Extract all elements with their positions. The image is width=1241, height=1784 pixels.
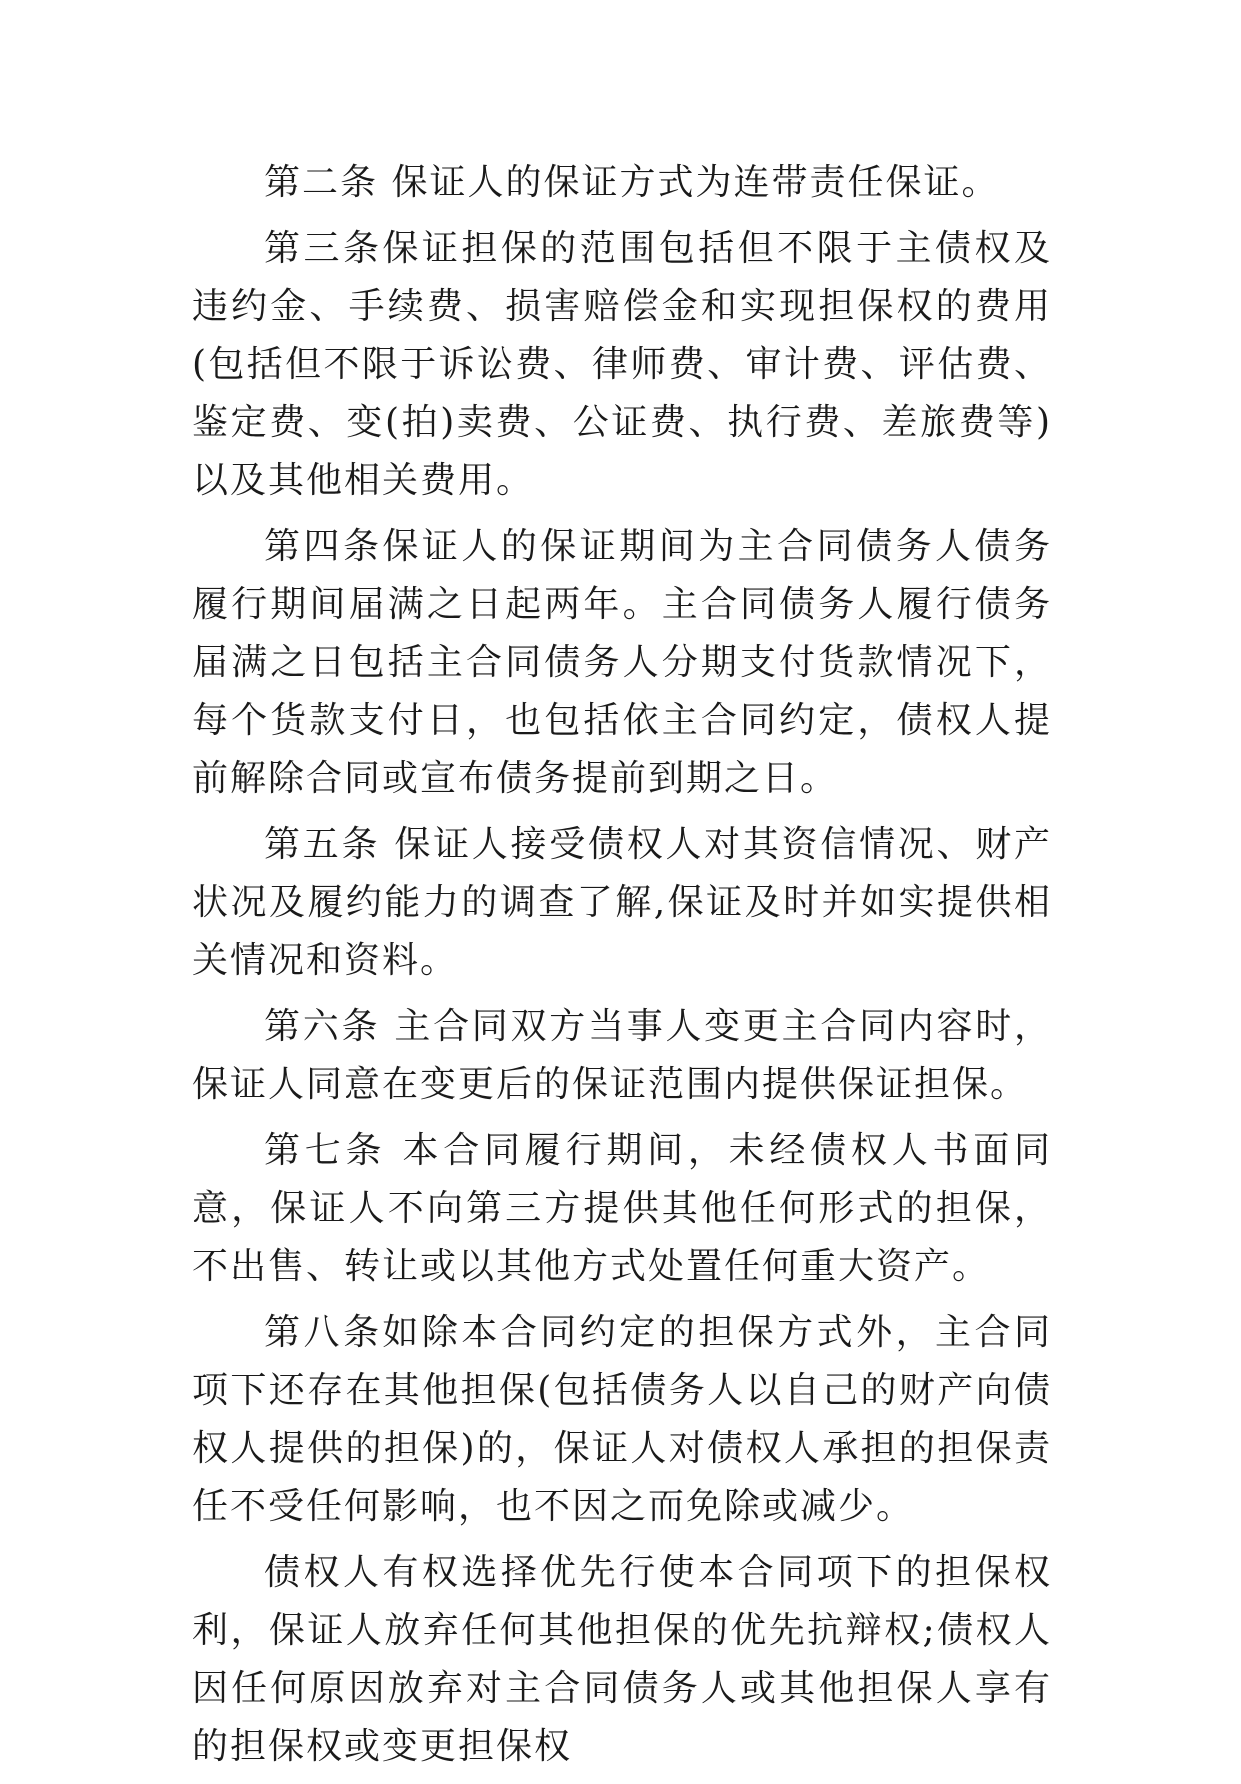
- paragraph-creditor-rights: 债权人有权选择优先行使本合同项下的担保权利，保证人放弃任何其他担保的优先抗辩权;债权人因任何原因放弃对主合同债务人或其他担保人享有的担保权或变更担保权: [192, 1552, 1052, 1767]
- paragraph-article-2: 第二条 保证人的保证方式为连带责任保证。: [264, 162, 1000, 203]
- paragraph-article-6: 第六条 主合同双方当事人变更主合同内容时，保证人同意在变更后的保证范围内提供保证担保。: [192, 1006, 1052, 1105]
- paragraph-article-5: 第五条 保证人接受债权人对其资信情况、财产状况及履约能力的调查了解,保证及时并如实提供相关情况和资料。: [192, 824, 1052, 981]
- paragraph-article-4: 第四条保证人的保证期间为主合同债务人债务履行期间届满之日起两年。主合同债务人履行债务届满之日包括主合同债务人分期支付货款情况下，每个货款支付日，也包括依主合同约定，债权人提前解除合同或宣布债务提前到期之日。: [192, 526, 1052, 799]
- paragraph-article-8: 第八条如除本合同约定的担保方式外，主合同项下还存在其他担保(包括债务人以自己的财产向债权人提供的担保)的，保证人对债权人承担的担保责任不受任何影响，也不因之而免除或减少。: [192, 1312, 1052, 1527]
- document-body: [192, 154, 1052, 1784]
- paragraph-article-7: 第七条 本合同履行期间，未经债权人书面同意，保证人不向第三方提供其他任何形式的担保，不出售、转让或以其他方式处置任何重大资产。: [192, 1130, 1052, 1287]
- paragraph-article-3: 第三条保证担保的范围包括但不限于主债权及违约金、手续费、损害赔偿金和实现担保权的费用(包括但不限于诉讼费、律师费、审计费、评估费、鉴定费、变(拍)卖费、公证费、执行费、差旅费等)以及其他相关费用。: [192, 228, 1052, 501]
